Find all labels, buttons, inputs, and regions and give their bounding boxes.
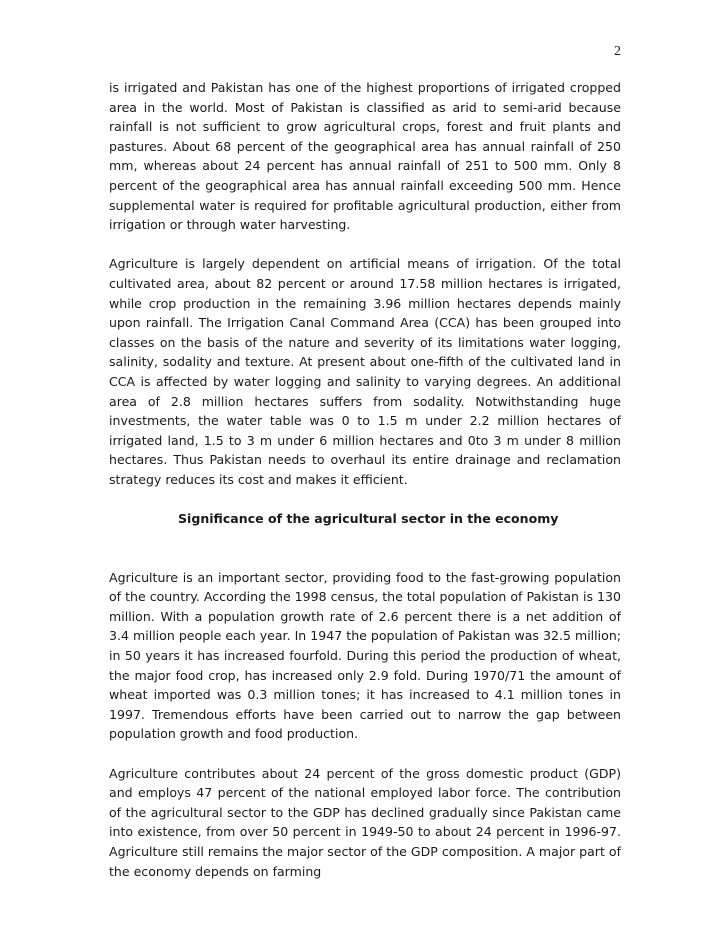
document-body: [109, 78, 621, 901]
paragraph-irrigation-dependence: Agriculture is largely dependent on artificial means of irrigation. Of the total cultivated area, about 82 percent or around 17.58 million hectares is irrigated, while crop production in the remaining 3.96 million hectares depends mainly upon rainfall. The Irrigation Canal Command Area (CCA) has been grouped into classes on the basis of the nature and severity of its limitations water logging, salinity, sodality and texture. At present about one-fifth of the cultivated land in CCA is affected by water logging and salinity to varying degrees. An additional area of 2.8 million hectares suffers from sodality. Notwithstanding huge investments, the water table was 0 to 1.5 m under 2.2 million hectares of irrigated land, 1.5 to 3 m under 6 million hectares and 0to 3 m under 8 million hectares. Thus Pakistan needs to overhaul its entire drainage and reclamation strategy reduces its cost and makes it efficient.: [109, 256, 621, 487]
page-number: 2: [614, 44, 621, 59]
paragraph-irrigation-rainfall: is irrigated and Pakistan has one of the highest proportions of irrigated cropped area in the world. Most of Pakistan is classified as arid to semi-arid because rainfall is not sufficient to grow agricultural crops, forest and fruit plants and pastures. About 68 percent of the geographical area has annual rainfall of 250 mm, whereas about 24 percent has annual rainfall of 251 to 500 mm. Only 8 percent of the geographical area has annual rainfall exceeding 500 mm. Hence supplemental water is required for profitable agricultural production, either from irrigation or through water harvesting.: [109, 80, 621, 233]
section-heading: Significance of the agricultural sector in the economy: [178, 511, 559, 527]
paragraph-food-population: Agriculture is an important sector, providing food to the fast-growing population of the country. According the 1998 census, the total population of Pakistan is 130 million. With a population growth rate of 2.6 percent there is a net addition of 3.4 million people each year. In 1947 the population of Pakistan was 32.5 million; in 50 years it has increased fourfold. During this period the production of wheat, the major food crop, has increased only 2.9 fold. During 1970/71 the amount of wheat imported was 0.3 million tones; it has increased to 4.1 million tones in 1997. Tremendous efforts have been carried out to narrow the gap between population growth and food production.: [109, 569, 621, 742]
paragraph-gdp-contribution: Agriculture contributes about 24 percent of the gross domestic product (GDP) and employs 47 percent of the national employed labor force. The contribution of the agricultural sector to the GDP has declined gradually since Pakistan came into existence, from over 50 percent in 1949-50 to about 24 percent in 1996-97. Agriculture still remains the major sector of the GDP composition. A major part of the economy depends on farming: [109, 765, 621, 879]
